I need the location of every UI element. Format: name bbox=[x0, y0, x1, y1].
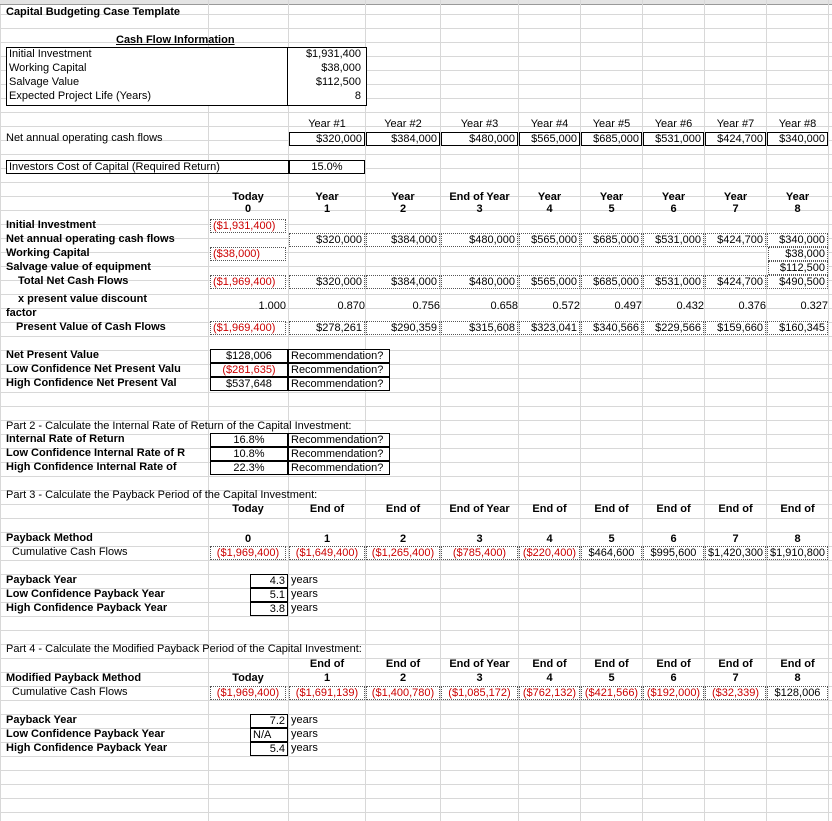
npv-header-num: 5 bbox=[608, 203, 615, 215]
payback-header-num: 5 bbox=[608, 533, 615, 545]
pv-factor-label: x present value discount bbox=[18, 293, 147, 305]
payback-header-num: 1 bbox=[323, 533, 331, 545]
npv-result-label: Net Present Value bbox=[6, 349, 99, 361]
npv-header-num: 2 bbox=[399, 203, 407, 215]
year-header: Year #1 bbox=[308, 118, 346, 130]
recommendation-cell[interactable]: Recommendation? bbox=[288, 349, 390, 363]
payback-method-label: Payback Method bbox=[6, 532, 93, 544]
cash-flow-label: Initial Investment bbox=[9, 48, 92, 60]
npv-header-num: 7 bbox=[732, 203, 739, 215]
cumulative-cell[interactable]: ($1,265,400) bbox=[366, 546, 440, 560]
pv-factor-cell[interactable]: 0.658 bbox=[490, 300, 518, 312]
cumulative-cell[interactable]: $464,600 bbox=[581, 546, 642, 560]
npv-header-num: 8 bbox=[794, 203, 801, 215]
pv-factor-cell[interactable]: 0.327 bbox=[800, 300, 828, 312]
part3-heading: Part 3 - Calculate the Payback Period of the Capital Investment: bbox=[6, 489, 318, 501]
operating-cash-flow-cell[interactable]: $340,000 bbox=[767, 132, 828, 146]
cash-flow-heading: Cash Flow Information bbox=[116, 34, 235, 46]
operating-cash-flow-cell[interactable]: $424,700 bbox=[705, 132, 766, 146]
modified-cumulative-cell[interactable]: ($1,969,400) bbox=[210, 686, 286, 700]
modified-header-num: 1 bbox=[323, 672, 331, 684]
pv-factor-cell[interactable]: 1.000 bbox=[258, 300, 286, 312]
payback-header-num: 8 bbox=[794, 533, 801, 545]
npv-header-num: 4 bbox=[546, 203, 553, 215]
cash-flow-value[interactable]: 8 bbox=[354, 90, 361, 102]
modified-method-label: Modified Payback Method bbox=[6, 672, 142, 684]
pv-factor-cell[interactable]: 0.432 bbox=[676, 300, 704, 312]
payback-header-top: Today bbox=[232, 503, 264, 515]
npv-result-value[interactable]: $128,006 bbox=[210, 349, 288, 363]
years-unit: years bbox=[291, 602, 318, 614]
total-cell[interactable]: ($1,969,400) bbox=[210, 275, 286, 289]
net-annual-cell[interactable]: $320,000 bbox=[289, 233, 365, 247]
initial-investment-today[interactable]: ($1,931,400) bbox=[210, 219, 286, 233]
operating-cash-flow-cell[interactable]: $480,000 bbox=[441, 132, 518, 146]
cumulative-cell[interactable]: ($1,649,400) bbox=[289, 546, 365, 560]
cumulative-cell[interactable]: ($785,400) bbox=[441, 546, 518, 560]
operating-cash-flow-cell[interactable]: $565,000 bbox=[519, 132, 580, 146]
modified-cumulative-cell[interactable]: $128,006 bbox=[767, 686, 828, 700]
modified-header-top: End of bbox=[309, 658, 345, 670]
payback-result-label: High Confidence Payback Year bbox=[6, 602, 168, 614]
modified-cumulative-cell[interactable]: ($1,085,172) bbox=[441, 686, 518, 700]
modified-header-num: 5 bbox=[608, 672, 615, 684]
pv-factor-cell[interactable]: 0.870 bbox=[337, 300, 365, 312]
npv-header-top: Year bbox=[537, 191, 562, 203]
pv-factor-cell[interactable]: 0.756 bbox=[412, 300, 440, 312]
modified-header-num: 7 bbox=[732, 672, 739, 684]
npv-header-num: 1 bbox=[323, 203, 331, 215]
pv-cell[interactable]: $290,359 bbox=[366, 321, 440, 335]
modified-payback-label: Low Confidence Payback Year bbox=[6, 728, 165, 740]
recommendation-cell[interactable]: Recommendation? bbox=[288, 377, 390, 391]
total-cell[interactable]: $685,000 bbox=[581, 275, 642, 289]
npv-header-top: Year bbox=[661, 191, 686, 203]
operating-cash-flow-cell[interactable]: $384,000 bbox=[366, 132, 440, 146]
payback-result-label: Payback Year bbox=[6, 574, 77, 586]
total-label: Total Net Cash Flows bbox=[18, 275, 129, 287]
irr-value[interactable]: 22.3% bbox=[210, 461, 288, 475]
pv-cell[interactable]: $229,566 bbox=[643, 321, 704, 335]
payback-header-top: End of bbox=[718, 503, 753, 515]
operating-cash-flow-cell[interactable]: $320,000 bbox=[289, 132, 365, 146]
npv-header-top: Year bbox=[599, 191, 624, 203]
modified-cumulative-cell[interactable]: ($1,400,780) bbox=[366, 686, 440, 700]
pv-factor-label-2: factor bbox=[6, 307, 37, 319]
salvage-year8[interactable]: $112,500 bbox=[768, 261, 828, 275]
modified-header-top: End of bbox=[718, 658, 753, 670]
modified-header-top: End of bbox=[385, 658, 421, 670]
operating-cash-flow-cell[interactable]: $531,000 bbox=[643, 132, 704, 146]
net-annual-cell[interactable]: $480,000 bbox=[441, 233, 518, 247]
cost-of-capital-label: Investors Cost of Capital (Required Return) bbox=[6, 160, 289, 174]
pv-factor-cell[interactable]: 0.497 bbox=[614, 300, 642, 312]
pv-cell[interactable]: $278,261 bbox=[289, 321, 365, 335]
payback-header-top: End of Year bbox=[449, 503, 510, 515]
cumulative-cell[interactable]: $995,600 bbox=[643, 546, 704, 560]
years-unit: years bbox=[291, 588, 318, 600]
cost-of-capital-value[interactable]: 15.0% bbox=[289, 160, 365, 174]
years-unit: years bbox=[291, 714, 318, 726]
year-header: Year #6 bbox=[654, 118, 693, 130]
cash-flow-value[interactable]: $38,000 bbox=[321, 62, 361, 74]
cumulative-cell[interactable]: ($1,969,400) bbox=[210, 546, 286, 560]
cash-flow-value[interactable]: $112,500 bbox=[315, 76, 361, 88]
cash-flow-label: Salvage Value bbox=[9, 76, 80, 88]
cumulative-cell[interactable]: $1,910,800 bbox=[767, 546, 828, 560]
modified-payback-value[interactable]: 5.4 bbox=[250, 742, 288, 756]
year-header: Year #3 bbox=[460, 118, 499, 130]
net-annual-cell[interactable]: $565,000 bbox=[519, 233, 580, 247]
part4-heading: Part 4 - Calculate the Modified Payback Period of the Capital Investment: bbox=[6, 643, 362, 655]
pv-cell[interactable]: $340,566 bbox=[581, 321, 642, 335]
pv-factor-cell[interactable]: 0.572 bbox=[552, 300, 580, 312]
pv-factor-cell[interactable]: 0.376 bbox=[738, 300, 766, 312]
irr-label: High Confidence Internal Rate of bbox=[6, 461, 177, 473]
operating-cash-flow-cell[interactable]: $685,000 bbox=[581, 132, 642, 146]
npv-header-top: Year bbox=[391, 191, 415, 203]
cumulative-cell[interactable]: $1,420,300 bbox=[705, 546, 766, 560]
cumulative-label: Cumulative Cash Flows bbox=[12, 546, 128, 558]
modified-cumulative-cell[interactable]: ($192,000) bbox=[643, 686, 704, 700]
pv-cell[interactable]: $315,608 bbox=[441, 321, 518, 335]
npv-result-label: Low Confidence Net Present Valu bbox=[6, 363, 181, 375]
net-annual-cell[interactable]: $424,700 bbox=[705, 233, 766, 247]
recommendation-cell[interactable]: Recommendation? bbox=[288, 433, 390, 447]
pv-cell[interactable]: $323,041 bbox=[519, 321, 580, 335]
modified-header-num: 4 bbox=[546, 672, 553, 684]
payback-header-top: End of bbox=[309, 503, 345, 515]
npv-result-value[interactable]: $537,648 bbox=[210, 377, 288, 391]
recommendation-cell[interactable]: Recommendation? bbox=[288, 461, 390, 475]
modified-payback-label: Payback Year bbox=[6, 714, 77, 726]
npv-header-top: Year bbox=[315, 191, 339, 203]
pv-cell[interactable]: ($1,969,400) bbox=[210, 321, 286, 335]
gridline bbox=[208, 0, 209, 821]
modified-header-top: End of bbox=[532, 658, 567, 670]
years-unit: years bbox=[291, 742, 318, 754]
cash-flow-label: Expected Project Life (Years) bbox=[9, 90, 152, 102]
pv-cell[interactable]: $160,345 bbox=[767, 321, 828, 335]
working-capital-label: Working Capital bbox=[6, 247, 90, 259]
pv-cell[interactable]: $159,660 bbox=[705, 321, 766, 335]
modified-payback-value[interactable]: N/A bbox=[250, 728, 288, 742]
year-header: Year #7 bbox=[716, 118, 755, 130]
npv-header-num: 0 bbox=[244, 203, 252, 215]
net-annual-cell[interactable]: $531,000 bbox=[643, 233, 704, 247]
npv-header-num: 6 bbox=[670, 203, 677, 215]
payback-header-top: End of bbox=[532, 503, 567, 515]
cash-flow-value[interactable]: $1,931,400 bbox=[305, 48, 361, 60]
payback-header-num: 7 bbox=[732, 533, 739, 545]
npv-result-label: High Confidence Net Present Val bbox=[6, 377, 177, 389]
sheet-title: Capital Budgeting Case Template bbox=[6, 6, 180, 18]
operating-label: Net annual operating cash flows bbox=[6, 132, 163, 144]
irr-label: Low Confidence Internal Rate of R bbox=[6, 447, 186, 459]
npv-result-value[interactable]: ($281,635) bbox=[210, 363, 288, 377]
npv-header-num: 3 bbox=[476, 203, 483, 215]
modified-header-num: 6 bbox=[670, 672, 677, 684]
total-cell[interactable]: $531,000 bbox=[643, 275, 704, 289]
year-header: Year #4 bbox=[530, 118, 569, 130]
cumulative-label-2: Cumulative Cash Flows bbox=[12, 686, 128, 698]
irr-value[interactable]: 10.8% bbox=[210, 447, 288, 461]
modified-cumulative-cell[interactable]: ($421,566) bbox=[581, 686, 642, 700]
payback-result-label: Low Confidence Payback Year bbox=[6, 588, 165, 600]
modified-header-top: End of Year bbox=[449, 658, 510, 670]
total-cell[interactable]: $424,700 bbox=[705, 275, 766, 289]
working-capital-today[interactable]: ($38,000) bbox=[210, 247, 286, 261]
npv-header-top: Year bbox=[785, 191, 810, 203]
modified-cumulative-cell[interactable]: ($32,339) bbox=[705, 686, 766, 700]
working-capital-year8[interactable]: $38,000 bbox=[768, 247, 828, 261]
payback-result-value[interactable]: 5.1 bbox=[250, 588, 288, 602]
payback-header-num: 6 bbox=[670, 533, 677, 545]
npv-header-top: Year bbox=[723, 191, 748, 203]
payback-header-top: End of bbox=[385, 503, 421, 515]
modified-header-num: 2 bbox=[399, 672, 407, 684]
net-annual-cell[interactable]: $384,000 bbox=[366, 233, 440, 247]
irr-value[interactable]: 16.8% bbox=[210, 433, 288, 447]
modified-cumulative-cell[interactable]: ($762,132) bbox=[519, 686, 580, 700]
year-header: Year #8 bbox=[778, 118, 817, 130]
modified-header-top: End of bbox=[780, 658, 815, 670]
part2-heading: Part 2 - Calculate the Internal Rate of Return of the Capital Investment: bbox=[6, 420, 352, 432]
net-annual-label: Net annual operating cash flows bbox=[6, 233, 175, 245]
payback-header-num: 0 bbox=[244, 533, 252, 545]
gridline bbox=[828, 0, 829, 821]
cash-flow-table bbox=[6, 47, 367, 106]
years-unit: years bbox=[291, 728, 318, 740]
salvage-label: Salvage value of equipment bbox=[6, 261, 151, 273]
recommendation-cell[interactable]: Recommendation? bbox=[288, 447, 390, 461]
years-unit: years bbox=[291, 574, 318, 586]
payback-header-top: End of bbox=[656, 503, 691, 515]
column-header-strip bbox=[0, 0, 832, 5]
cash-flow-label: Working Capital bbox=[9, 62, 87, 74]
year-header: Year #2 bbox=[384, 118, 422, 130]
modified-cumulative-cell[interactable]: ($1,691,139) bbox=[289, 686, 365, 700]
modified-header-num: 3 bbox=[476, 672, 483, 684]
pv-label: Present Value of Cash Flows bbox=[16, 321, 166, 333]
payback-header-top: End of bbox=[780, 503, 815, 515]
npv-header-top: End of Year bbox=[449, 191, 510, 203]
payback-header-num: 2 bbox=[399, 533, 407, 545]
modified-payback-label: High Confidence Payback Year bbox=[6, 742, 168, 754]
total-cell[interactable]: $490,500 bbox=[767, 275, 828, 289]
total-cell[interactable]: $320,000 bbox=[289, 275, 365, 289]
modified-header-num: 8 bbox=[794, 672, 801, 684]
year-header: Year #5 bbox=[592, 118, 631, 130]
total-cell[interactable]: $480,000 bbox=[441, 275, 518, 289]
modified-header-top: End of bbox=[656, 658, 691, 670]
modified-payback-value[interactable]: 7.2 bbox=[250, 714, 288, 728]
total-cell[interactable]: $565,000 bbox=[519, 275, 580, 289]
payback-result-value[interactable]: 3.8 bbox=[250, 602, 288, 616]
total-cell[interactable]: $384,000 bbox=[366, 275, 440, 289]
irr-label: Internal Rate of Return bbox=[6, 433, 125, 445]
npv-header-top: Today bbox=[232, 191, 264, 203]
payback-result-value[interactable]: 4.3 bbox=[250, 574, 288, 588]
initial-investment-label: Initial Investment bbox=[6, 219, 96, 231]
modified-header-top: End of bbox=[594, 658, 629, 670]
net-annual-cell[interactable]: $340,000 bbox=[767, 233, 828, 247]
modified-header-num: Today bbox=[232, 672, 264, 684]
net-annual-cell[interactable]: $685,000 bbox=[581, 233, 642, 247]
payback-header-num: 4 bbox=[546, 533, 553, 545]
cumulative-cell[interactable]: ($220,400) bbox=[519, 546, 580, 560]
recommendation-cell[interactable]: Recommendation? bbox=[288, 363, 390, 377]
payback-header-top: End of bbox=[594, 503, 629, 515]
payback-header-num: 3 bbox=[476, 533, 483, 545]
